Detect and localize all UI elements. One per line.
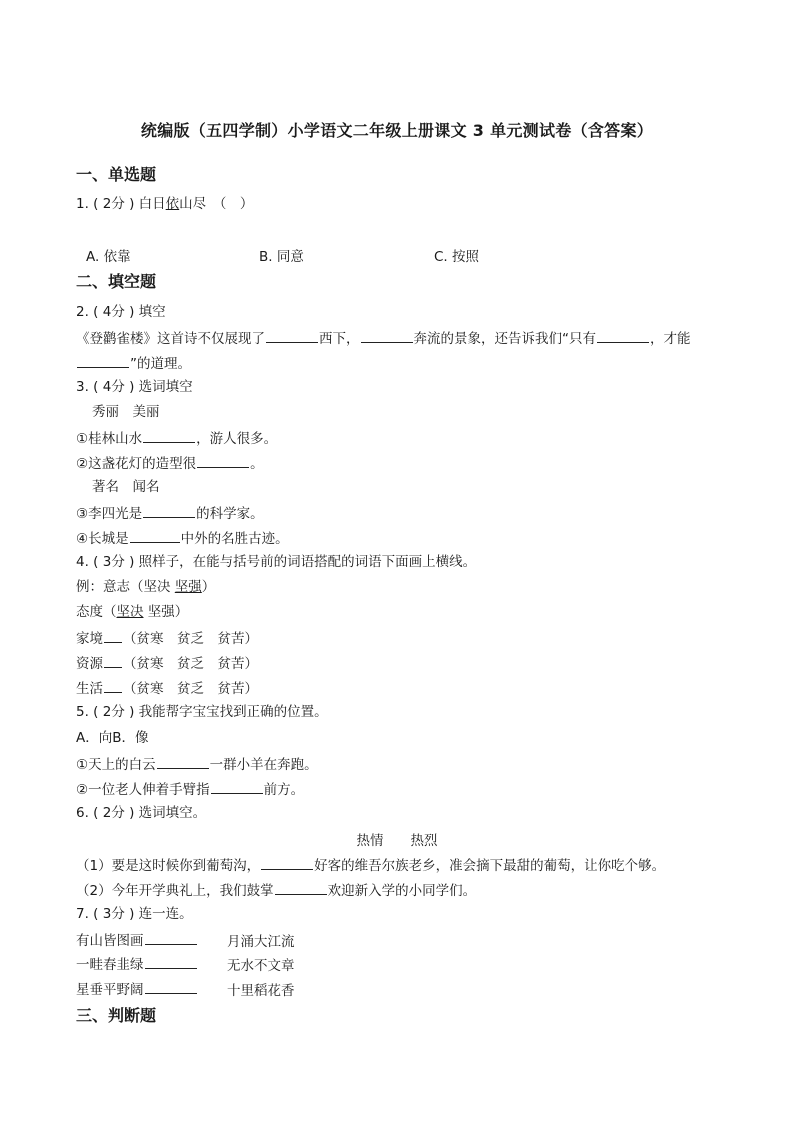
question-1-underlined-word: 依 bbox=[165, 196, 180, 212]
q6-s2-text-a: （2）今年开学典礼上，我们鼓掌 bbox=[76, 883, 274, 899]
answer-blank bbox=[104, 653, 122, 668]
question-5-sentence-1 bbox=[76, 754, 318, 774]
q5-s2-text-a: ②一位老人伸着手臂指 bbox=[76, 782, 210, 798]
q4-example-text: 例：意志（坚决 bbox=[76, 579, 175, 595]
match-left-1 bbox=[76, 930, 198, 950]
q6-s1-text-b: 好客的维吾尔族老乡，准会摘下最甜的葡萄，让你吃个够。 bbox=[314, 858, 666, 874]
answer-blank bbox=[157, 754, 209, 769]
q4-row1-underlined: 坚决 bbox=[116, 604, 144, 620]
q6-s1-text-a: （1）要是这时候你到葡萄沟， bbox=[76, 858, 261, 874]
answer-blank bbox=[261, 855, 313, 870]
match-left-text: 星垂平野阔 bbox=[76, 982, 144, 998]
q3-s2-text-b: 。 bbox=[250, 456, 264, 472]
match-left-2 bbox=[76, 954, 198, 974]
answer-blank bbox=[143, 428, 195, 443]
question-2-line-2 bbox=[76, 353, 191, 373]
answer-blank bbox=[104, 628, 122, 643]
question-3-word-choices-1: 秀丽 美丽 bbox=[92, 404, 160, 420]
answer-blank bbox=[143, 503, 195, 518]
q4-row2-word: 家境 bbox=[76, 631, 103, 647]
q2-text-e: ”的道理。 bbox=[130, 356, 191, 372]
option-b: B. 同意 bbox=[259, 249, 304, 265]
q4-row4-word: 生活 bbox=[76, 681, 103, 697]
answer-blank bbox=[275, 880, 327, 895]
answer-blank bbox=[104, 678, 122, 693]
question-4-row-2 bbox=[76, 628, 258, 648]
q2-text-d: ，才能 bbox=[650, 331, 691, 347]
answer-blank bbox=[211, 779, 263, 794]
section-heading-single-choice: 一、单选题 bbox=[76, 165, 157, 184]
question-2-header: 2. ( 4分 ) 填空 bbox=[76, 304, 166, 320]
page-title: 统编版（五四学制）小学语文二年级上册课文 3 单元测试卷（含答案） bbox=[140, 121, 654, 140]
answer-blank bbox=[197, 453, 249, 468]
q2-text-a: 《登鹳雀楼》这首诗不仅展现了 bbox=[76, 331, 265, 347]
question-6-sentence-1 bbox=[76, 855, 665, 875]
q4-example-underlined: 坚强 bbox=[174, 579, 202, 595]
q4-row2-choices: （贫寒 贫乏 贫苦） bbox=[123, 631, 258, 647]
question-3-sentence-1 bbox=[76, 428, 277, 448]
question-4-row-1 bbox=[76, 603, 188, 621]
match-right-1: 月涌大江流 bbox=[227, 934, 295, 950]
match-left-text: 有山皆图画 bbox=[76, 933, 144, 949]
question-4-header: 4. ( 3分 ) 照样子，在能与括号前的词语搭配的词语下面画上横线。 bbox=[76, 554, 477, 570]
q5-s1-text-b: 一群小羊在奔跑。 bbox=[209, 757, 318, 773]
question-4-row-4 bbox=[76, 678, 258, 698]
question-4-row-3 bbox=[76, 653, 258, 673]
q4-row3-choices: （贫寒 贫乏 贫苦） bbox=[123, 656, 258, 672]
answer-blank bbox=[145, 954, 197, 969]
answer-blank bbox=[130, 528, 180, 543]
q2-text-c: 奔流的景象，还告诉我们“只有 bbox=[413, 331, 596, 347]
question-3-sentence-3 bbox=[76, 503, 264, 523]
match-left-text: 一畦春韭绿 bbox=[76, 957, 144, 973]
question-3-header: 3. ( 4分 ) 选词填空 bbox=[76, 379, 193, 395]
q3-s2-text-a: ②这盏花灯的造型很 bbox=[76, 456, 197, 472]
q3-s4-text-b: 中外的名胜古迹。 bbox=[180, 531, 289, 547]
answer-blank bbox=[597, 328, 649, 343]
question-4-example bbox=[76, 578, 215, 596]
answer-blank bbox=[77, 353, 129, 368]
q4-row1-text-a: 态度（ bbox=[76, 604, 117, 620]
question-5-header: 5. ( 2分 ) 我能帮字宝宝找到正确的位置。 bbox=[76, 704, 328, 720]
answer-blank bbox=[145, 979, 197, 994]
question-6-sentence-2 bbox=[76, 880, 476, 900]
option-a: A. 依靠 bbox=[86, 249, 131, 265]
answer-blank bbox=[266, 328, 318, 343]
section-heading-fill-blank: 二、填空题 bbox=[76, 272, 157, 291]
option-c: C. 按照 bbox=[434, 249, 480, 265]
q3-s3-text-b: 的科学家。 bbox=[196, 506, 264, 522]
q3-s3-text-a: ③李四光是 bbox=[76, 506, 143, 522]
question-1 bbox=[76, 195, 253, 213]
match-right-2: 无水不文章 bbox=[227, 958, 295, 974]
question-1-header: 1. ( 2分 ) 白日 bbox=[76, 196, 166, 212]
q4-row3-word: 资源 bbox=[76, 656, 103, 672]
q5-s1-text-a: ①天上的白云 bbox=[76, 757, 156, 773]
answer-blank bbox=[145, 930, 197, 945]
q3-s1-text-a: ①桂林山水 bbox=[76, 431, 143, 447]
q4-row4-choices: （贫寒 贫乏 贫苦） bbox=[123, 681, 258, 697]
question-6-header: 6. ( 2分 ) 选词填空。 bbox=[76, 805, 207, 821]
question-3-word-choices-2: 著名 闻名 bbox=[92, 479, 160, 495]
question-7-header: 7. ( 3分 ) 连一连。 bbox=[76, 906, 193, 922]
q3-s1-text-b: ，游人很多。 bbox=[196, 431, 278, 447]
match-left-3 bbox=[76, 979, 198, 999]
q4-example-close: ） bbox=[201, 579, 216, 595]
q4-row1-text-b: 坚强） bbox=[143, 604, 189, 620]
q6-s2-text-b: 欢迎新入学的小同学们。 bbox=[327, 883, 477, 899]
section-heading-true-false: 三、判断题 bbox=[76, 1006, 157, 1025]
question-3-sentence-2 bbox=[76, 453, 264, 473]
q3-s4-text-a: ④长城是 bbox=[76, 531, 129, 547]
question-3-sentence-4 bbox=[76, 528, 289, 548]
match-right-3: 十里稻花香 bbox=[227, 983, 295, 999]
q2-text-b: 西下， bbox=[319, 331, 360, 347]
question-1-tail: 山尽 （ ） bbox=[179, 196, 254, 212]
question-5-choices: A．向B．像 bbox=[76, 730, 149, 746]
question-2-line-1 bbox=[76, 328, 691, 348]
answer-blank bbox=[361, 328, 413, 343]
question-5-sentence-2 bbox=[76, 779, 304, 799]
q5-s2-text-b: 前方。 bbox=[263, 782, 305, 798]
question-6-word-choices: 热情 热烈 bbox=[356, 833, 438, 849]
